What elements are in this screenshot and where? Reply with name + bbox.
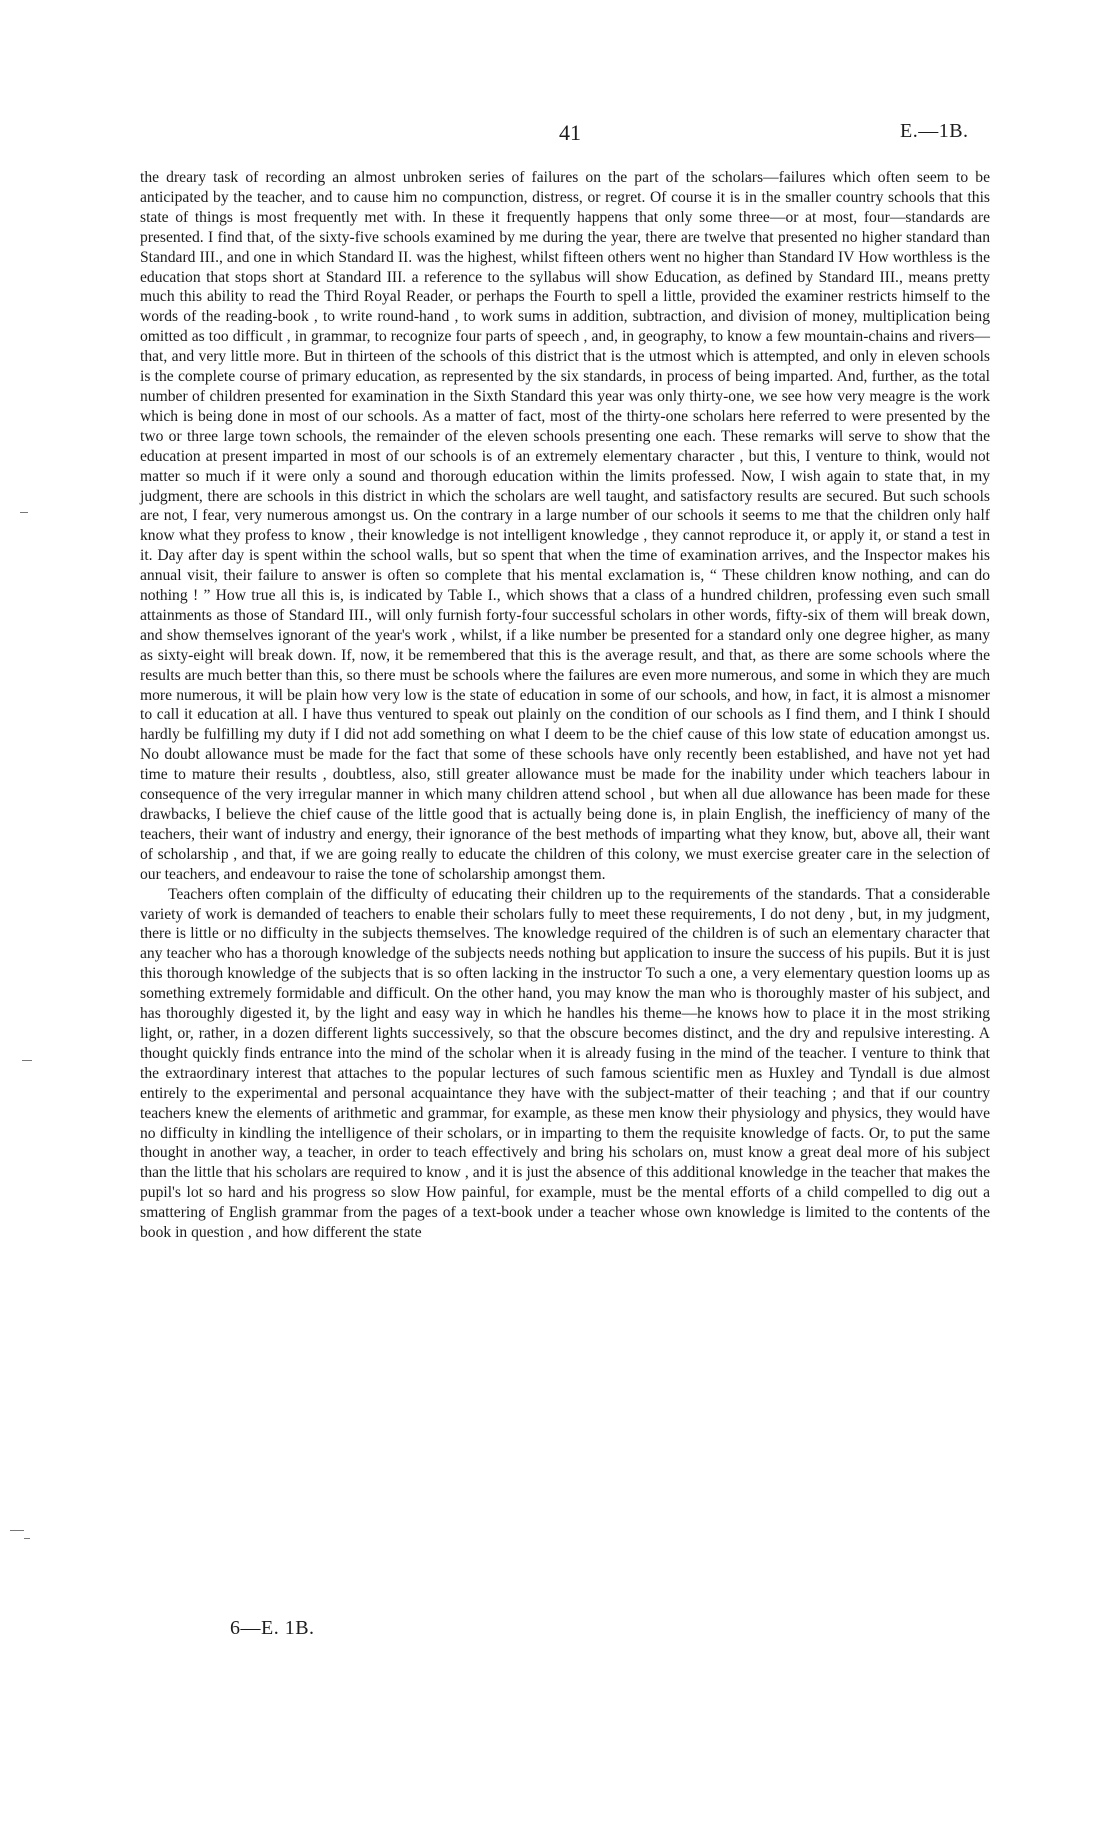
printer-signature-mark: 6—E. 1B.: [230, 1617, 315, 1639]
report-code: E.—1B.: [900, 120, 969, 142]
margin-speck: [10, 1530, 24, 1531]
page-number: 41: [559, 120, 581, 145]
margin-speck: [22, 1060, 32, 1061]
margin-speck: [20, 512, 28, 513]
paragraph-1: the dreary task of recording an almost unbroken series of failures on the part of the scholars—failures which often seem to be anticipated by the teacher, and to cause him no compunction, distress, or regret. Of course it is in the smaller country schools that this state of things is most frequently met with. In these it frequently happens that only some three—or at most, four—standards are presented. I find that, of the sixty-five schools examined by me during the year, there are twelve that presented no higher standard than Standard III., and one in which Standard II. was the highest, whilst fifteen others went no higher than Standard IV How worthless is the education that stops short at Standard III. a reference to the syllabus will show Education, as defined by Standard III., means pretty much this ability to read the Third Royal Reader, or perhaps the Fourth to spell a little, provided the examiner restricts himself to the words of the reading-book , to write round-hand , to work sums in addition, subtraction, and division of money, multiplication being omitted as too difficult , in grammar, to recognize four parts of speech , and, in geography, to know a few mountain-chains and rivers—that, and very little more. But in thirteen of the schools of this district that is the utmost which is attempted, and only in eleven schools is the complete course of primary education, as represented by the six standards, in process of being imparted. And, further, as the total number of children presented for examination in the Sixth Standard this year was only thirty-one, we see how very meagre is the work which is being done in most of our schools. As a matter of fact, most of the thirty-one scholars here referred to were presented by the two or three large town schools, the remainder of the eleven schools presenting one each. These remarks will serve to show that the education at present imparted in most of our schools is of an extremely elementary character , but this, I venture to think, would not matter so much if it were only a sound and thorough education within the limits professed. Now, I wish again to state that, in my judgment, there are schools in this district in which the scholars are well taught, and satisfactory results are secured. But such schools are not, I fear, very numerous amongst us. On the contrary in a large number of our schools it seems to me that the children only half know what they profess to know , their knowledge is not intelligent knowledge , they cannot reproduce it, or apply it, or stand a test in it. Day after day is spent within the school walls, but so spent that when the time of examination arrives, and the Inspector makes his annual visit, their failure to answer is often so complete that his mental exclamation is, “ These children know nothing, and can do nothing ! ” How true all this is, is indicated by Table I., which shows that a class of a hundred children, professing even such small attainments as those of Standard III., will only furnish forty-four successful scholars in other words, fifty-six of them will break down, and show themselves ignorant of the year's work , whilst, if a like number be presented for a standard only one degree higher, as many as sixty-eight will break down. If, now, it be remembered that this is the average result, and that, as there are some schools where the results are much better than this, so there must be schools where the failures are even more numerous, and some in which they are much more numerous, it will be plain how very low is the state of education in some of our schools, and how, in fact, it is almost a misnomer to call it education at all. I have thus ventured to speak out plainly on the condition of our schools as I find them, and I think I should hardly be fulfilling my duty if I did not add something on what I deem to be the chief cause of this low state of education amongst us. No doubt allowance must be made for the fact that some of these schools have only recently been established, and have not yet had time to mature their results , doubtless, also, still greater allowance must be made for the inability under which teachers labour in consequence of the very irregular manner in which many children attend school , but when all due allowance has been made for these drawbacks, I believe the chief cause of the little good that is actually being done is, in plain English, the inefficiency of many of the teachers, their want of industry and energy, their ignorance of the best methods of imparting what they know, but, above all, their want of scholarship , and that, if we are going really to educate the children of this colony, we must exercise greater care in the selection of our teachers, and endeavour to raise the tone of scholarship amongst them.: [140, 169, 990, 883]
body-text: [140, 168, 990, 1243]
paragraph-2: Teachers often complain of the difficulty of educating their children up to the requirements of the standards. That a considerable variety of work is demanded of teachers to enable their scholars fully to meet these requirements, I do not deny , but, in my judgment, there is little or no difficulty in the subjects themselves. The knowledge required of the children is of such an elementary character that any teacher who has a thorough knowledge of the subjects needs nothing but application to insure the success of his pupils. But it is just this thorough knowledge of the subjects that is so often lacking in the instructor To such a one, a very elementary question looms up as something extremely formidable and difficult. On the other hand, you may know the man who is thoroughly master of his subject, and has thoroughly digested it, by the light and easy way in which he handles his theme—he knows how to place it in the most striking light, or, rather, in a dozen different lights successively, so that the obscure becomes distinct, and the dry and repulsive interesting. A thought quickly finds entrance into the mind of the scholar when it is already fusing in the mind of the teacher. I venture to think that the extraordinary interest that attaches to the popular lectures of such famous scientific men as Huxley and Tyndall is due almost entirely to the experimental and personal acquaintance they have with the subject-matter of their teaching ; and that if our country teachers knew the elements of arithmetic and grammar, for example, as these men know their physiology and physics, they would have no difficulty in kindling the intelligence of their scholars, or in imparting to them the requisite knowledge of facts. Or, to put the same thought in another way, a teacher, in order to teach effectively and bring his scholars on, must know a great deal more of his subject than the little that his scholars are required to know , and it is just the absence of this additional knowledge in the teacher that makes the pupil's lot so hard and his progress so slow How painful, for example, must be the mental efforts of a child compelled to dig out a smattering of English grammar from the pages of a text-book under a teacher whose own knowledge is limited to the contents of the book in question , and how different the state: [140, 885, 990, 1242]
margin-speck: [24, 1538, 30, 1539]
